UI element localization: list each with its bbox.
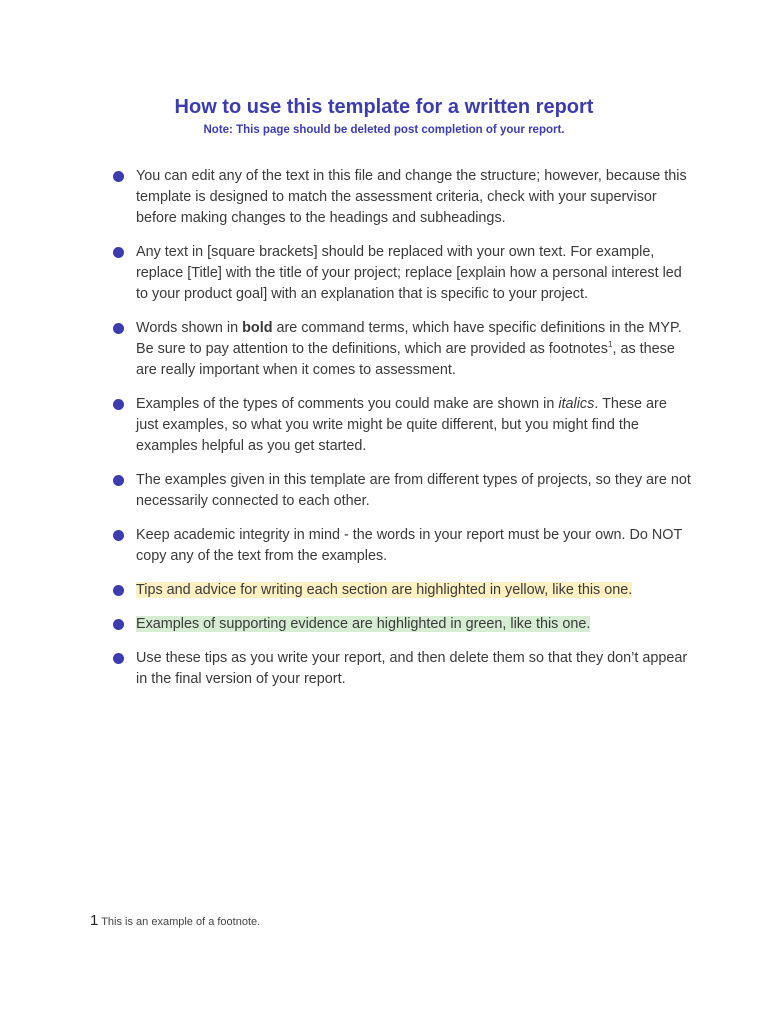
list-item <box>112 318 692 381</box>
list-item <box>112 525 692 567</box>
footnote-text: This is an example of a footnote. <box>98 916 261 928</box>
list-item <box>112 242 692 305</box>
list-item-text-after: , as these are really important when it comes to assessment. <box>136 341 675 378</box>
italic-term: italics <box>558 396 595 412</box>
list-item-text: Any text in [square brackets] should be replaced with your own text. For example, replace [Title] with the title of your project; replace [explain how a personal interest led to your product goal] with an explanation that is specific to your project. <box>136 244 682 302</box>
list-item-text: The examples given in this template are from different types of projects, so they are not necessarily connected to each other. <box>136 472 691 509</box>
list-item-text: Use these tips as you write your report, and then delete them so that they don’t appear in the final version of your report. <box>136 650 688 687</box>
list-item-text: You can edit any of the text in this file and change the structure; however, because this template is designed to match the assessment criteria, check with your supervisor before making changes to the headings and subheadings. <box>136 168 687 226</box>
bullet-icon <box>113 475 124 486</box>
bullet-icon <box>113 585 124 596</box>
bullet-icon <box>113 247 124 258</box>
list-item-yellow-tip <box>112 580 692 601</box>
footnote-number: 1 <box>90 912 99 929</box>
list-item-green-example <box>112 614 692 635</box>
list-item <box>112 394 692 457</box>
list-item-text-before: Examples of the types of comments you could make are shown in <box>136 396 559 412</box>
bullet-icon <box>113 619 124 630</box>
instructions-list <box>112 166 692 703</box>
footnote-reference[interactable]: 1 <box>608 340 613 350</box>
page-note: Note: This page should be deleted post completion of your report. <box>203 124 565 136</box>
list-item-text-middle: are command terms, which have specific definitions in the MYP. Be sure to pay attention to the definitions, which are provided as footnotes <box>136 320 682 357</box>
list-item <box>112 648 692 690</box>
bullet-icon <box>113 399 124 410</box>
page-title: How to use this template for a written report <box>174 96 594 118</box>
bullet-icon <box>113 323 124 334</box>
yellow-highlight-text: Tips and advice for writing each section are highlighted in yellow, like this one. <box>136 582 633 598</box>
list-item <box>112 470 692 512</box>
bullet-icon <box>113 653 124 664</box>
footnote <box>90 912 260 931</box>
list-item-text-before: Words shown in <box>136 320 243 336</box>
bullet-icon <box>113 530 124 541</box>
list-item <box>112 166 692 229</box>
green-highlight-text: Examples of supporting evidence are highlighted in green, like this one. <box>136 616 591 632</box>
bold-term: bold <box>242 320 273 336</box>
bullet-icon <box>113 171 124 182</box>
list-item-text: Keep academic integrity in mind - the words in your report must be your own. Do NOT copy any of the text from the examples. <box>136 527 683 564</box>
list-item-text-after: . These are just examples, so what you write might be quite different, but you might find the examples helpful as you get started. <box>136 396 667 454</box>
